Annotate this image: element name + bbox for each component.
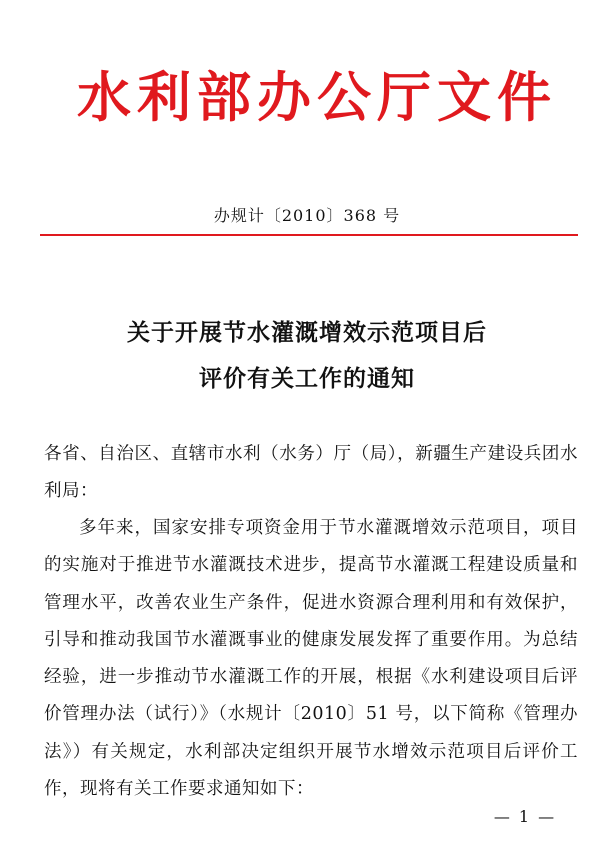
body-paragraph: 多年来，国家安排专项资金用于节水灌溉增效示范项目，项目的实施对于推进节水灌溉技术进步，提高节水灌溉工程建设质量和管理水平，改善农业生产条件，促进水资源合理利用和有效保护，引导和推动我国节水灌溉事业的健康发展发挥了重要作用。为总结经验，进一步推动节水灌溉工作的开展，根据《水利建设项目后评价管理办法（试行）》（水规计〔2010〕51 号，以下简称《管理办法》）有关规定，水利部决定组织开展节水增效示范项目后评价工作，现将有关工作要求通知如下： <box>44 518 578 800</box>
document-header-title: 水利部办公厅文件 <box>77 65 557 129</box>
addressee-paragraph: 各省、自治区、直辖市水利（水务）厅（局），新疆生产建设兵团水利局： <box>44 444 578 501</box>
subject-line-2: 评价有关工作的通知 <box>199 366 415 392</box>
document-number: 办规计〔2010〕368 号 <box>213 206 401 225</box>
red-separator-line <box>40 234 578 236</box>
document-subject <box>0 310 614 402</box>
subject-line-1: 关于开展节水灌溉增效示范项目后 <box>127 320 487 346</box>
page-number: — 1 — <box>493 807 557 826</box>
